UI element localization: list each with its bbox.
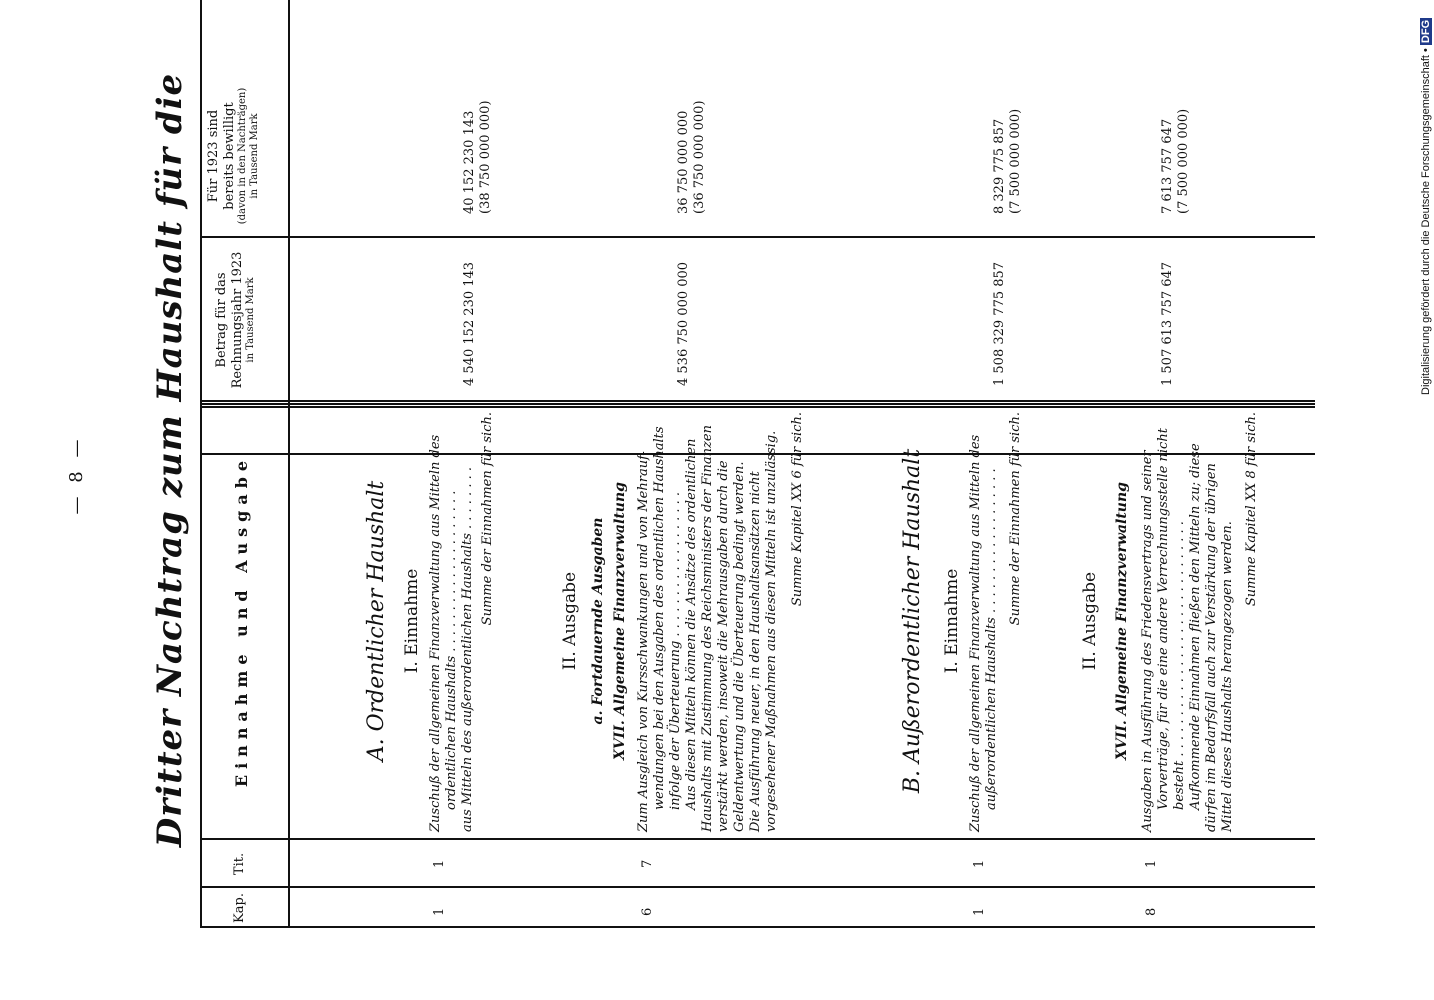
b-einnahme-kap: 1 — [972, 907, 987, 916]
b-ausgabe-betrag: 1 507 613 757 647 — [1160, 261, 1175, 386]
a-ausgabe-summe: Summe Kapitel XX 6 für sich. — [790, 412, 805, 607]
a-einnahme-text: Zuschuß der allgemeinen Finanzverwaltung aus Mitteln des ordentlichen Haushalts . . . . . . . . . . . . . . . . . . . . aus Mitteln des außerordentlichen Haushalts . . . . . . . . — [428, 434, 475, 832]
page-title: Dritter Nachtrag zum Haushalt für die — [150, 72, 190, 848]
section-a-fortdauernde: a. Fortdauernde Ausgaben — [590, 517, 606, 725]
a-einnahme-bewilligt: 40 152 230 143 (38 750 000 000) — [462, 100, 493, 214]
a-einnahme-betrag: 4 540 152 230 143 — [462, 261, 477, 386]
b-einnahme-tit: 1 — [972, 859, 987, 868]
a-ausgabe-betrag: 4 536 750 000 000 — [676, 261, 691, 386]
header-einnahme-ausgabe: Einnahme und Ausgabe — [232, 454, 251, 788]
b-ausgabe-text: Ausgaben in Ausführung des Friedensvertrags und seiner Vorverträge, für die eine andere Verrechnungsstelle nicht besteht . . . . . . . . . . . . . . . . . . . . . . . . . . . . . Aufkommende Einnahmen fließen den Mitteln zu; diese dürfen im Bedarfsfall auch zur Verstärkung der übrigen Mittel dieses Haushalts herangezogen werden. — [1140, 428, 1235, 832]
header-kap: Kap. — [232, 893, 247, 923]
watermark-text: Digitalisierung gefördert durch die Deutsche Forschungsgemeinschaft • — [1420, 48, 1432, 395]
a-einnahme-summe: Summe der Einnahmen für sich. — [480, 412, 495, 626]
b-ausgabe-kap: 8 — [1144, 907, 1159, 916]
section-a-ausgabe-heading: II. Ausgabe — [560, 571, 580, 671]
dfg-watermark — [1420, 0, 1434, 395]
header-tit: Tit. — [232, 852, 247, 876]
a-ausgabe-tit: 7 — [640, 859, 655, 868]
frame-betrag — [200, 236, 1315, 238]
b-ausgabe-tit: 1 — [1144, 859, 1159, 868]
a-ausgabe-kap: 6 — [640, 907, 655, 916]
section-b-chapter: XVII. Allgemeine Finanzverwaltung — [1114, 482, 1130, 760]
b-einnahme-bewilligt: 8 329 775 857 (7 500 000 000) — [992, 108, 1023, 214]
section-b-ausgabe-heading: II. Ausgabe — [1080, 571, 1100, 671]
b-einnahme-betrag: 1 508 329 775 857 — [992, 261, 1007, 386]
a-ausgabe-text: Zum Ausgleich von Kursschwankungen und von Mehrauf- wendungen bei den Ausgaben des ordentlichen Haushalts infolge der Überteuerung . . . . . . . . . . . . . . . . . . Aus diesen Mitteln können die Ansätze des ordentlichen Haushalts mit Zustimmung des Reichsministers der Finanzen verstärkt werden, insoweit die Mehrausgaben durch die Geldentwertung und die Überteuerung bedingt werden. Die Ausführung neuer, in den Haushaltsansätzen nicht vorgesehener Maßnahmen aus diesen Mitteln ist unzulässig. — [636, 425, 779, 832]
header-bewilligt: Für 1923 sind bereits bewilligt (davon in den Nachträgen) in Tausend Mark — [206, 87, 261, 225]
dfg-logo: DFG — [1420, 19, 1432, 44]
frame-left — [200, 0, 202, 928]
b-einnahme-summe: Summe der Einnahmen für sich. — [1008, 412, 1023, 626]
a-einnahme-tit: 1 — [432, 859, 447, 868]
section-b-title: B. Außerordentlicher Haushalt — [900, 448, 925, 794]
frame-kap — [200, 886, 1315, 888]
header-betrag: Betrag für das Rechnungsjahr 1923 in Tausend Mark — [214, 251, 257, 389]
b-einnahme-text: Zuschuß der allgemeinen Finanzverwaltung aus Mitteln des außerordentlichen Haushalts . . . . . . . . . . . . . . . . . . — [968, 434, 999, 832]
a-einnahme-kap: 1 — [432, 907, 447, 916]
section-a-chapter: XVII. Allgemeine Finanzverwaltung — [612, 482, 628, 760]
b-ausgabe-bewilligt: 7 613 757 647 (7 500 000 000) — [1160, 108, 1191, 214]
section-a-einnahme-heading: I. Einnahme — [402, 568, 422, 674]
frame-left-2 — [288, 0, 290, 928]
frame-right — [200, 926, 1315, 928]
a-ausgabe-bewilligt: 36 750 000 000 (36 750 000 000) — [676, 100, 707, 214]
section-b-einnahme-heading: I. Einnahme — [942, 568, 962, 674]
section-a-title: A. Ordentlicher Haushalt — [364, 480, 389, 762]
page-number: — 8 — — [66, 435, 87, 515]
b-ausgabe-summe: Summe Kapitel XX 8 für sich. — [1244, 412, 1259, 607]
